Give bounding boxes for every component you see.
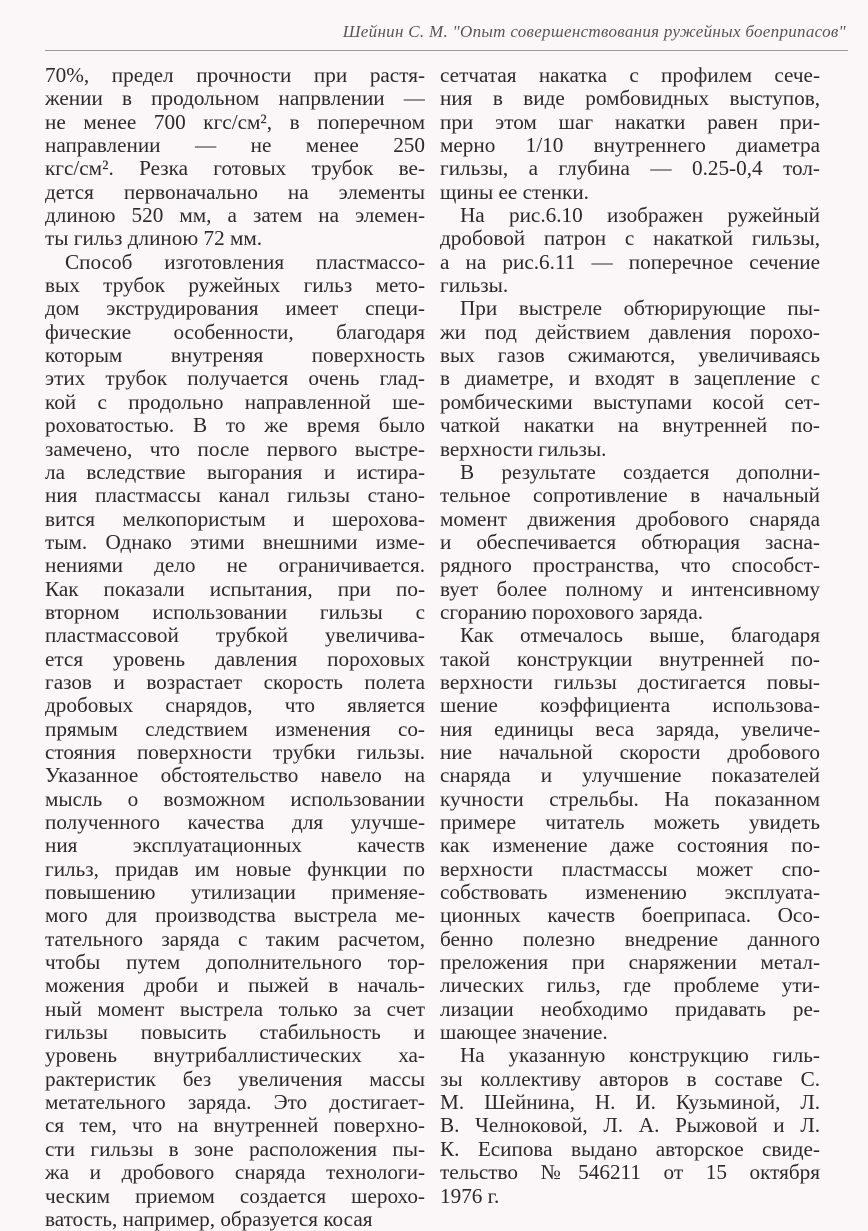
text-line: момент движения дробового снаряда [440, 507, 820, 531]
text-line: собствовать изменению эксплуата- [440, 881, 820, 905]
text-line: гильзы повысить стабильность и [45, 1021, 425, 1045]
text-line: преложения при снаряжении метал- [440, 951, 820, 975]
text-line: Как показали испытания, при по- [45, 577, 425, 601]
text-line: жа и дробового снаряда технологи- [45, 1161, 425, 1185]
text-line: кучности стрельбы. На показанном [440, 787, 820, 811]
text-line: замечено, что после первого выстре- [45, 437, 425, 461]
header-rule [45, 50, 848, 51]
text-line: зы коллективу авторов в составе С. [440, 1067, 820, 1091]
text-line: полученного качества для улучше- [45, 811, 425, 834]
text-line: мерно 1/10 внутреннего диаметра [440, 134, 820, 158]
text-line: шение коэффициента использова- [440, 694, 820, 718]
text-line: тельное сопротивление в начальный [440, 484, 820, 508]
text-line: направлении — не менее 250 [45, 134, 425, 158]
text-line: можения дроби и пыжей в началь- [45, 974, 425, 998]
text-line: Как отмечалось выше, благодаря [460, 624, 820, 648]
text-line: вторном использовании гильзы с [45, 600, 425, 624]
text-line: повышению утилизации применяе- [45, 881, 425, 905]
text-line: 1976 г. [440, 1184, 500, 1208]
text-line: 70%, предел прочности при растя- [45, 64, 425, 87]
text-line: сгоранию порохового заряда. [440, 600, 704, 624]
text-line: мого для производства выстрела ме- [45, 904, 425, 928]
text-line: жи под действием давления порохо- [440, 320, 820, 344]
text-line: чаткой накатки на внутренней по- [440, 414, 820, 438]
text-line: верхности пластмассы может спо- [440, 857, 820, 881]
text-line: дробовых снарядов, что является [45, 694, 425, 718]
text-line: гильзы, а глубина — 0.25-0,4 тол- [440, 157, 820, 181]
text-line: нениями дело не ограничивается. [45, 554, 425, 578]
left-column [45, 64, 425, 1231]
text-line: дом экструдирования имеет специ- [45, 297, 425, 321]
text-line: чтобы путем дополнительного тор- [45, 951, 425, 975]
text-line: вых газов сжимаются, увеличиваясь [440, 344, 820, 368]
right-column [440, 64, 820, 1208]
text-line: тым. Однако этими внешними изме- [45, 530, 425, 554]
text-line: уровень внутрибаллистических ха- [45, 1044, 425, 1068]
text-line: На рис.6.10 изображен ружейный [460, 204, 820, 228]
text-line: На указанную конструкцию гиль- [460, 1044, 820, 1068]
text-line: а на рис.6.11 — поперечное сечение [440, 250, 820, 274]
text-line: М. Шейнина, Н. И. Кузьминой, Л. [440, 1091, 820, 1115]
text-line: дробовой патрон с накаткой гильзы, [440, 227, 820, 251]
text-line: ный момент выстрела только за счет [45, 997, 425, 1021]
text-line: ционных качеств боеприпаса. Осо- [440, 904, 820, 928]
text-line: К. Есипова выдано авторское свиде- [440, 1137, 820, 1161]
text-line: примере читатель можеть увидеть [440, 811, 820, 834]
text-line: В результате создается дополни- [460, 460, 820, 484]
text-line: В. Челноковой, Л. А. Рыжовой и Л. [440, 1114, 820, 1138]
text-line: при этом шаг накатки равен при- [440, 110, 820, 134]
text-line: ла вследствие выгорания и истира- [45, 460, 425, 484]
text-line: ватость, например, образуется косая [45, 1207, 373, 1231]
text-line: ется уровень давления пороховых [45, 647, 425, 671]
text-line: гильзы. [440, 274, 509, 298]
text-line: лизации необходимо придавать ре- [440, 997, 820, 1021]
text-line: прямым следствием изменения со- [45, 717, 425, 741]
text-line: бенно полезно внедрение данного [440, 927, 820, 951]
text-line: которым внутреняя поверхность [45, 344, 425, 368]
page-header [0, 0, 868, 60]
text-line: верхности гильзы достигается повы- [440, 670, 820, 694]
text-line: фические особенности, благодаря [45, 320, 425, 344]
text-line: ты гильз длиною 72 мм. [45, 227, 263, 251]
text-line: стояния поверхности трубки гильзы. [45, 740, 425, 764]
text-line: лических гильз, где проблеме ути- [440, 974, 820, 998]
text-line: верхности гильзы. [440, 437, 607, 461]
text-line: длиною 520 мм, а затем на элемен- [45, 204, 425, 228]
text-line: щины ее стенки. [440, 180, 589, 204]
text-line: дется первоначально на элементы [45, 180, 425, 204]
text-line: сетчатая накатка с профилем сече- [440, 64, 820, 87]
text-line: как изменение даже состояния по- [440, 834, 820, 858]
text-line: ния пластмассы канал гильзы стано- [45, 484, 425, 508]
text-line: вых трубок ружейных гильз мето- [45, 274, 425, 298]
text-line: метательного заряда. Это достигает- [45, 1091, 425, 1115]
text-line: ния эксплуатационных качеств [45, 834, 425, 858]
running-title: Шейнин С. М. "Опыт совершенствования ружейных боеприпасов" [342, 22, 846, 41]
text-line: вует более полному и интенсивному [440, 577, 820, 601]
text-line: рядного пространства, что способст- [440, 554, 820, 578]
text-line: сти гильзы в зоне расположения пы- [45, 1137, 425, 1161]
text-line: не менее 700 кгс/см², в поперечном [45, 110, 425, 134]
text-line: такой конструкции внутренней по- [440, 647, 820, 671]
text-line: ся тем, что на внутренней поверхно- [45, 1114, 425, 1138]
text-line: ческим приемом создается шерохо- [45, 1184, 425, 1208]
text-line: ромбическими выступами косой сет- [440, 390, 820, 414]
text-line: кой с продольно направленной ше- [45, 390, 425, 414]
text-line: тательного заряда с таким расчетом, [45, 927, 425, 951]
text-line: гильз, придав им новые функции по [45, 857, 425, 881]
text-line: ние начальной скорости дробового [440, 740, 820, 764]
text-line: тельство №546211 от 15 октября [440, 1161, 820, 1185]
text-line: рактеристик без увеличения массы [45, 1067, 425, 1091]
text-line: мысль о возможном использовании [45, 787, 425, 811]
text-line: Способ изготовления пластмассо- [65, 250, 425, 274]
text-line: в диаметре, и входят в зацепление с [440, 367, 820, 391]
text-line: ния в виде ромбовидных выступов, [440, 87, 820, 111]
text-line: Указанное обстоятельство навело на [45, 764, 425, 788]
text-line: шающее значение. [440, 1021, 608, 1045]
text-line: этих трубок получается очень глад- [45, 367, 425, 391]
text-line: пластмассовой трубкой увеличива- [45, 624, 425, 648]
text-line: вится мелкопористым и шерохова- [45, 507, 425, 531]
text-line: кгс/см². Резка готовых трубок ве- [45, 157, 425, 181]
text-line: жении в продольном напрвлении — [45, 87, 425, 111]
text-line: и обеспечивается обтюрация засна- [440, 530, 820, 554]
text-line: При выстреле обтюрирующие пы- [460, 297, 820, 321]
text-line: снаряда и улучшение показателей [440, 764, 820, 788]
text-line: роховатостью. В то же время было [45, 414, 425, 438]
text-line: газов и возрастает скорость полета [45, 670, 425, 694]
text-line: ния единицы веса заряда, увеличе- [440, 717, 820, 741]
